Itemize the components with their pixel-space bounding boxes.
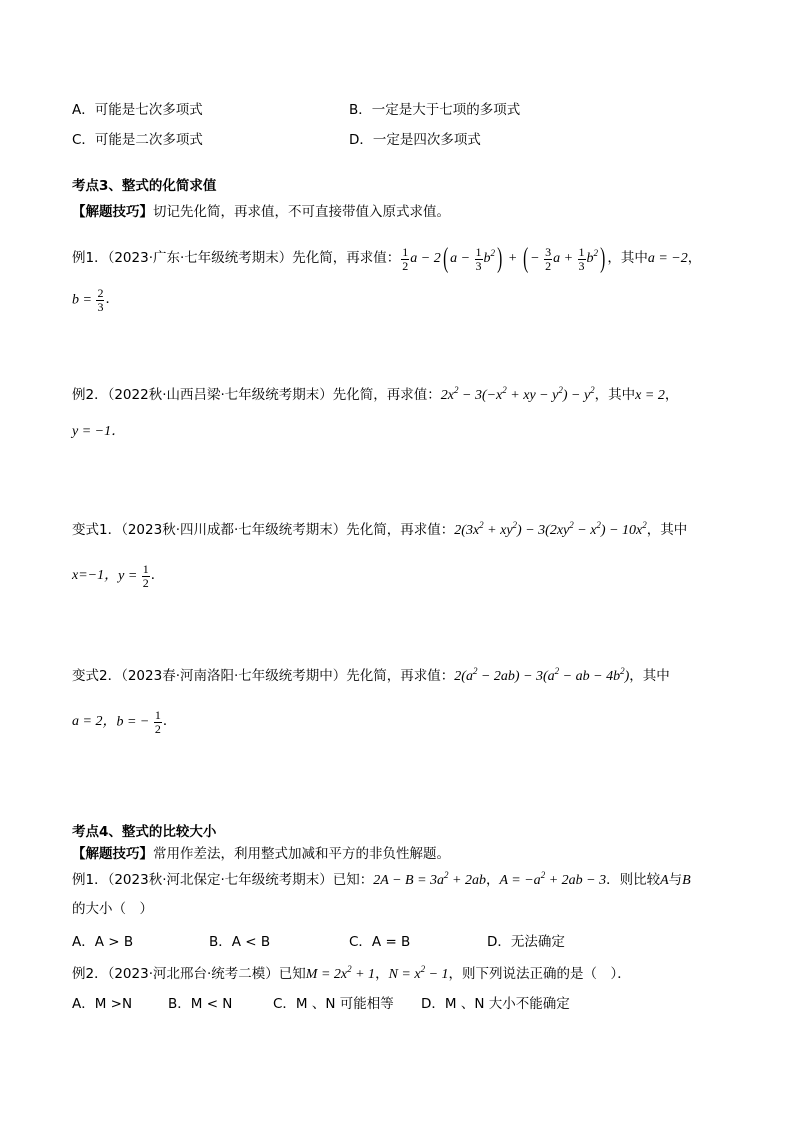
section4-tip: [72, 848, 450, 862]
section3-heading: 考点3、整式的化简求值: [72, 178, 217, 194]
s3-var2-suffix: ，其中: [629, 668, 670, 685]
tip-label: 【解题技巧】: [72, 846, 153, 862]
s4-ex1-option-d: D．无法确定: [487, 934, 565, 950]
s4-ex2-m-def: $M = 2x^2 + 1$: [305, 964, 376, 982]
s3-ex1-prefix: 例1．（2023·广东·七年级统考期末）先化简，再求值：: [72, 250, 401, 267]
s3-variant1-line1: [72, 520, 687, 542]
s3-var2-prefix: 变式2．（2023春·河南洛阳·七年级统考期中）先化简，再求值：: [72, 668, 455, 685]
s4-ex2-option-b: B．M < N: [168, 996, 233, 1012]
s4-ex1-condition1: $2A - B = 3a^2 + 2ab$: [373, 870, 486, 888]
s4-ex1-option-c: C．A = B: [349, 934, 411, 950]
s3-variant1-line2: [72, 561, 164, 591]
s4-ex1-and: 与: [668, 872, 683, 889]
s4-ex2-n-def: $N = x^2 - 1$: [388, 964, 449, 982]
s4-ex1-condition2: $A = -a^2 + 2ab - 3$: [499, 870, 607, 888]
option-c: C．可能是二次多项式: [72, 132, 203, 148]
s3-ex1-a-value: a = −2: [647, 251, 688, 266]
s3-ex2-suffix: ，其中: [594, 387, 636, 404]
var-a: A: [660, 873, 669, 888]
s3-var1-expression: $2(3x^2 + xy^2) - 3(2xy^2 - x^2) - 10x^2$: [454, 520, 647, 538]
s4-ex2-mid: ，: [375, 966, 389, 983]
s3-var2-expression: $2(a^2 - 2ab) - 3(a^2$ − ab − $4b^2$): [454, 666, 630, 684]
s3-var1-x-value: x=−1，: [72, 568, 119, 583]
s3-variant2-line1: [72, 666, 670, 688]
tip-text: 切记先化简，再求值，不可直接带值入原式求值。: [153, 204, 450, 220]
s4-ex1-mid: ，: [485, 872, 500, 889]
option-d: D．一定是四次多项式: [349, 132, 481, 148]
s4-ex2-option-d: D．M 、N 大小不能确定: [421, 996, 570, 1012]
s3-ex2-x-value: x = 2: [635, 388, 665, 403]
s3-example2-line2: y = −1．: [72, 424, 126, 439]
s3-var1-prefix: 变式1．（2023秋·四川成都·七年级统考期末）先化简，再求值：: [72, 522, 455, 539]
s3-var1-suffix: ，其中: [646, 522, 688, 539]
var-b: B: [682, 873, 691, 888]
tip-label: 【解题技巧】: [72, 204, 153, 220]
s4-ex2-suffix: ，则下列说法正确的是（ ）．: [448, 966, 631, 983]
s4-example1-line1: [72, 870, 691, 892]
option-a: A．可能是七次多项式: [72, 102, 203, 118]
section3-tip: [72, 206, 450, 220]
comma: ，: [687, 250, 702, 267]
s4-ex2-option-c: C．M 、N 可能相等: [273, 996, 394, 1012]
s4-ex1-option-a: A．A > B: [72, 934, 134, 950]
tip-text: 常用作差法，利用整式加减和平方的非负性解题。: [153, 846, 450, 862]
s3-example1-line1: [72, 242, 701, 276]
s3-variant2-line2: [72, 707, 176, 737]
s3-var2-end: ．: [162, 713, 177, 730]
s4-example2-line1: [72, 964, 631, 986]
s3-ex1-suffix: ，其中: [607, 250, 648, 267]
s4-ex2-option-a: A．M >N: [72, 996, 133, 1012]
s3-example2-line1: [72, 385, 678, 407]
section4-heading: 考点4、整式的比较大小: [72, 824, 217, 840]
comma: ，: [664, 387, 679, 404]
s3-ex1-end: ．: [105, 291, 119, 308]
s3-ex1-expression: $\frac{1}{2}$ a − 2( a − $\frac{1}{3}$ $b^2$) + ( − $\frac{3}{2}$ a + $\frac{1}{3}$ $b^2$): [402, 243, 606, 274]
s4-example1-line2: 的大小（ ）: [72, 901, 153, 917]
s3-ex1-b-value: b = $\frac{2}{3}$: [72, 285, 104, 314]
option-b: B．一定是大于七项的多项式: [349, 102, 521, 118]
s4-ex1-suffix: ．则比较: [606, 872, 661, 889]
s3-var2-a-value: a = 2，: [72, 714, 117, 729]
s3-ex2-expression: $2x^2 - 3(-x^2$ + xy − $y^2) - y^2$: [440, 385, 595, 403]
s3-var2-b-value: b = − $\frac{1}{2}$: [116, 707, 161, 736]
s3-example1-line2: [72, 285, 119, 315]
s3-ex2-prefix: 例2．（2022秋·山西吕梁·七年级统考期末）先化简，再求值：: [72, 387, 441, 404]
s3-var1-y-value: y = $\frac{1}{2}$: [118, 561, 149, 590]
s4-ex1-prefix: 例1．（2023秋·河北保定·七年级统考期末）已知：: [72, 872, 374, 889]
s3-var1-end: ．: [150, 567, 165, 584]
s4-ex1-option-b: B．A < B: [209, 934, 271, 950]
s4-ex2-prefix: 例2．（2023·河北邢台·统考二模）已知: [72, 966, 306, 983]
